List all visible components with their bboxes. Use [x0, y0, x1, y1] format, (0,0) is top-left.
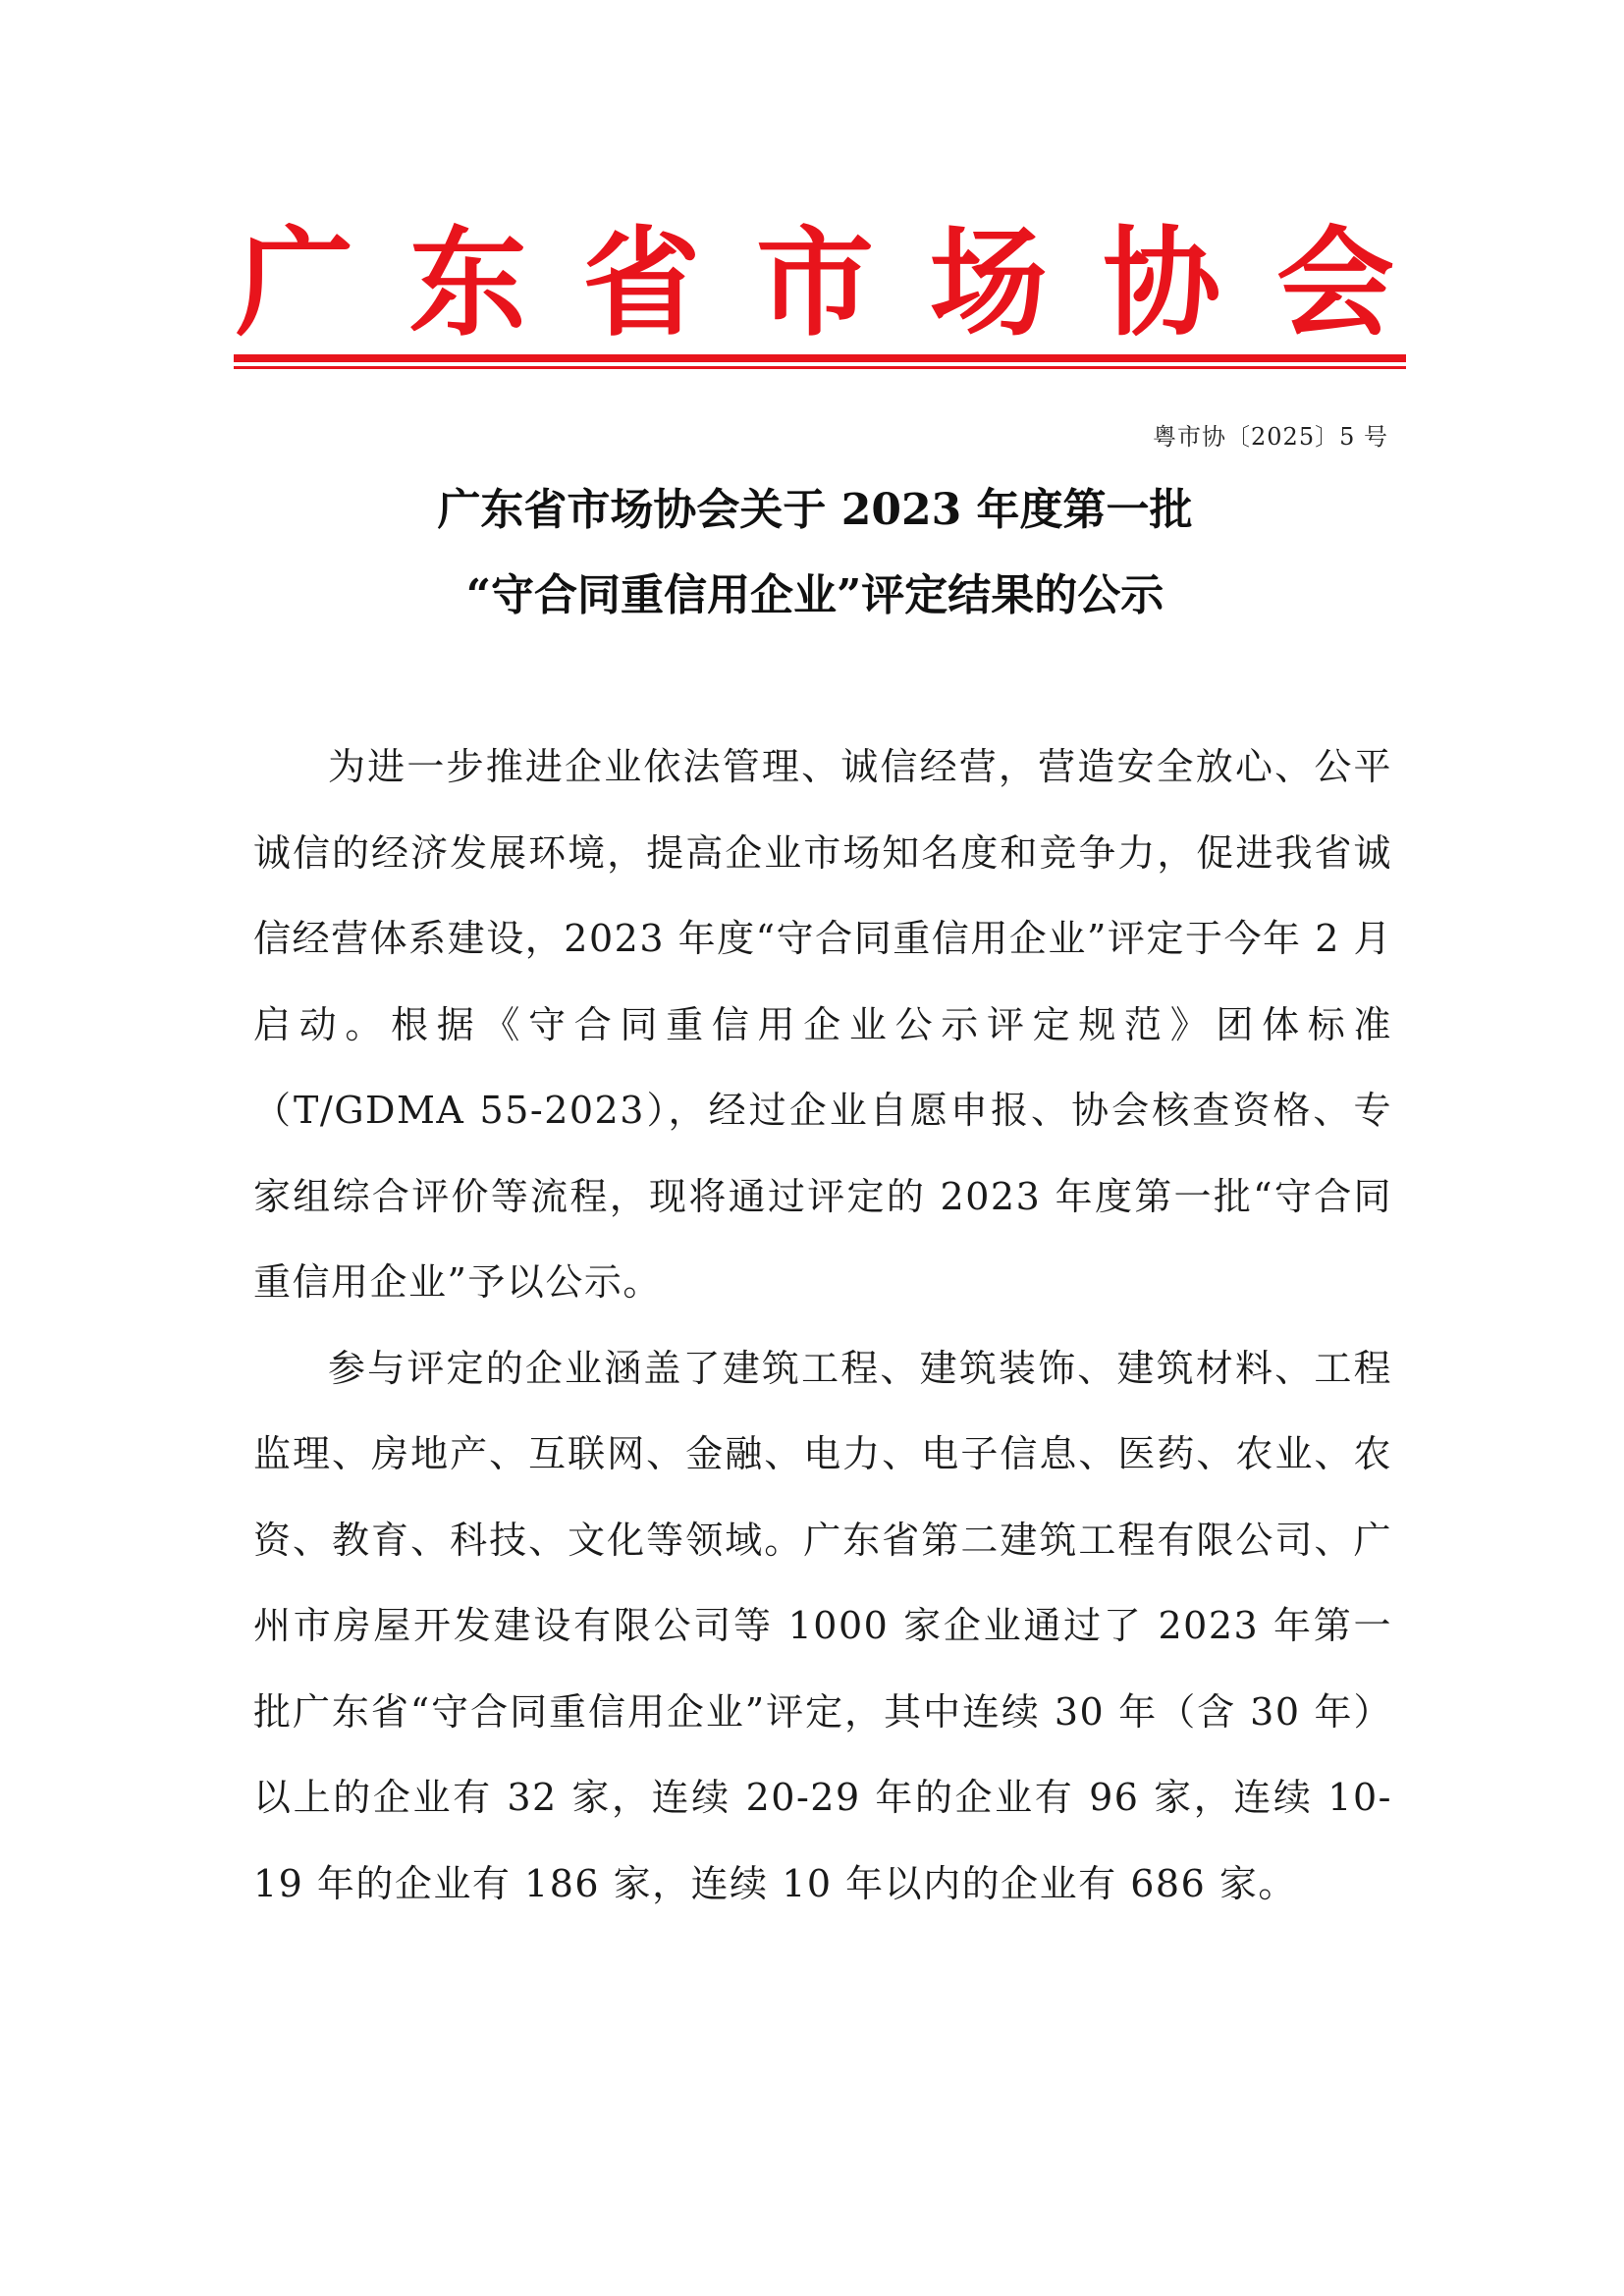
document-body: [253, 724, 1392, 1927]
document-title-line-2: “守合同重信用企业”评定结果的公示: [465, 570, 1164, 620]
document-number: 粤市协〔2025〕5 号: [1153, 423, 1388, 451]
letterhead-divider-thin: [234, 366, 1406, 369]
org-letterhead: [236, 211, 1394, 358]
body-paragraph: 为进一步推进企业依法管理、诚信经营，营造安全放心、公平诚信的经济发展环境，提高企业市场知名度和竞争力，促进我省诚信经营体系建设，2023 年度“守合同重信用企业”评定于今年 2 月启动。根据《守合同重信用企业公示评定规范》团体标准（T/GDMA 55-2023），经过企业自愿申报、协会核查资格、专家组综合评价等流程，现将通过评定的 2023 年度第一批“守合同重信用企业”予以公示。: [253, 745, 1392, 1304]
letterhead-char: 广: [236, 216, 353, 352]
letterhead-char: 省: [582, 216, 701, 352]
letterhead-divider-thick: [234, 354, 1406, 362]
body-paragraph: 参与评定的企业涵盖了建筑工程、建筑装饰、建筑材料、工程监理、房地产、互联网、金融、电力、电子信息、医药、农业、农资、教育、科技、文化等领域。广东省第二建筑工程有限公司、广州市房屋开发建设有限公司等 1000 家企业通过了 2023 年第一批广东省“守合同重信用企业”评定，其中连续 30 年（含 30 年）以上的企业有 32 家，连续 20-29 年的企业有 96 家，连续 10-19 年的企业有 186 家，连续 10 年以内的企业有 686 家。: [253, 1346, 1392, 1905]
document-title-line-1: 广东省市场协会关于 2023 年度第一批: [437, 485, 1193, 535]
letterhead-char: 协: [1103, 216, 1221, 352]
letterhead-char: 会: [1275, 216, 1394, 352]
letterhead-char: 东: [408, 216, 527, 352]
letterhead-char: 场: [929, 216, 1048, 352]
letterhead-char: 市: [755, 216, 874, 352]
